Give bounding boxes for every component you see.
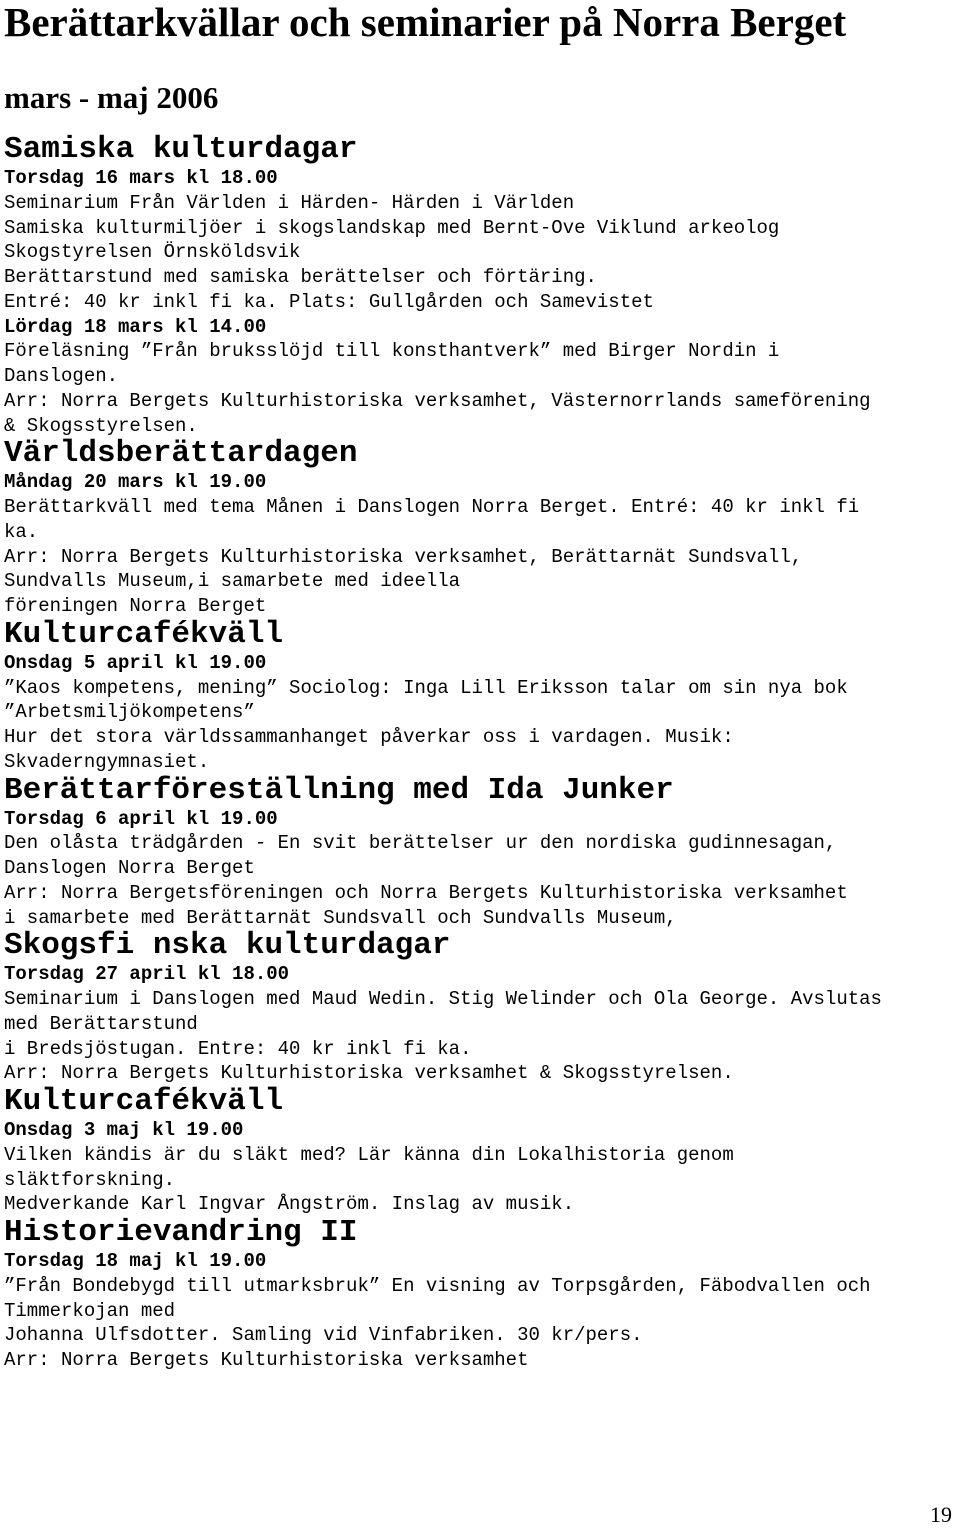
page-number: 19 [930,1502,952,1527]
event-list [4,134,954,1373]
section-heading: Historievandring II [4,1215,358,1250]
event-section [4,1217,954,1373]
event-section [4,134,954,438]
event-text-line: Den olåsta trädgården - En svit berättelser ur den nordiska gudinnesagan, [4,832,837,855]
event-text-line: Vilken kändis är du släkt med? Lär känna din Lokalhistoria genom [4,1143,734,1166]
event-date: Torsdag 27 april kl 18.00 [4,963,290,986]
event-date: Lördag 18 mars kl 14.00 [4,315,267,338]
event-text-line: Arr: Norra Bergets Kulturhistoriska verksamhet & Skogsstyrelsen. [4,1062,734,1085]
event-text-line: Föreläsning ”Från bruksslöjd till konsthantverk” med Birger Nordin i [4,340,780,363]
section-heading: Kulturcafékväll [4,616,284,652]
event-section [4,772,954,931]
section-heading: Kulturcafékväll [4,1084,284,1119]
event-text-line: Sundvalls Museum,i samarbete med ideella [4,570,461,593]
event-text-line: föreningen Norra Berget [4,595,267,617]
event-date: Onsdag 3 maj kl 19.00 [4,1119,244,1141]
event-text-line: Seminarium i Danslogen med Maud Wedin. Stig Welinder och Ola George. Avslutas [4,988,882,1010]
event-text-line: ”Kaos kompetens, mening” Sociolog: Inga Lill Eriksson talar om sin nya bok [4,676,848,699]
event-date: Torsdag 18 maj kl 19.00 [4,1250,267,1272]
event-text-line: Timmerkojan med [4,1299,176,1322]
event-date: Onsdag 5 april kl 19.00 [4,651,267,674]
section-heading: Världsberättardagen [4,436,358,472]
event-section [4,616,954,775]
page-subtitle: mars - maj 2006 [4,80,219,115]
event-text-line: Johanna Ulfsdotter. Samling vid Vinfabriken. 30 kr/pers. [4,1324,643,1347]
event-text-line: Hur det stora världssammanhanget påverkar oss i vardagen. Musik: [4,726,734,748]
event-text-line: med Berättarstund [4,1012,198,1035]
event-section [4,1086,954,1217]
event-text-line: & Skogsstyrelsen. [4,414,198,437]
event-section [4,438,954,619]
event-text-line: Entré: 40 kr inkl fi ka. Plats: Gullgården och Samevistet [4,290,654,313]
section-heading: Skogsfi nska kulturdagar [4,928,451,964]
event-text-line: Danslogen. [4,365,119,387]
event-text-line: Arr: Norra Bergets Kulturhistoriska verksamhet, Västernorrlands sameförening [4,389,871,412]
event-text-line: Berättarkväll med tema Månen i Danslogen Norra Berget. Entré: 40 kr inkl fi [4,496,860,518]
event-text-line: ”Från Bondebygd till utmarksbruk” En visning av Torpsgården, Fäbodvallen och [4,1274,871,1297]
event-date: Torsdag 16 mars kl 18.00 [4,167,278,189]
event-text-line: i samarbete med Berättarnät Sundsvall och Sundvalls Museum, [4,906,677,929]
event-text-line: Samiska kulturmiljöer i skogslandskap med Bernt-Ove Viklund arkeolog [4,216,780,239]
event-text-line: Medverkande Karl Ingvar Ångström. Inslag av musik. [4,1193,575,1216]
event-section [4,930,954,1086]
event-text-line: Skogstyrelsen Örnsköldsvik [4,241,301,264]
event-text-line: Skvaderngymnasiet. [4,750,210,773]
event-text-line: i Bredsjöstugan. Entre: 40 kr inkl fi ka. [4,1037,472,1060]
event-date: Måndag 20 mars kl 19.00 [4,471,267,494]
section-heading: Berättarföreställning med Ida Junker [4,772,674,808]
page-title: Berättarkvällar och seminarier på Norra Berget [4,0,847,45]
event-text-line: Arr: Norra Bergets Kulturhistoriska verksamhet, Berättarnät Sundsvall, [4,545,803,568]
event-text-line: Danslogen Norra Berget [4,857,255,879]
event-text-line: Berättarstund med samiska berättelser och förtäring. [4,266,597,288]
event-text-line: släktforskning. [4,1168,176,1191]
event-date: Torsdag 6 april kl 19.00 [4,807,278,830]
event-text-line: ka. [4,520,39,543]
event-text-line: ”Arbetsmiljökompetens” [4,701,255,724]
section-heading: Samiska kulturdagar [4,132,358,167]
event-text-line: Arr: Norra Bergets Kulturhistoriska verksamhet [4,1349,529,1371]
event-text-line: Arr: Norra Bergetsföreningen och Norra Bergets Kulturhistoriska verksamhet [4,881,848,904]
event-text-line: Seminarium Från Världen i Härden- Härden i Världen [4,191,575,214]
